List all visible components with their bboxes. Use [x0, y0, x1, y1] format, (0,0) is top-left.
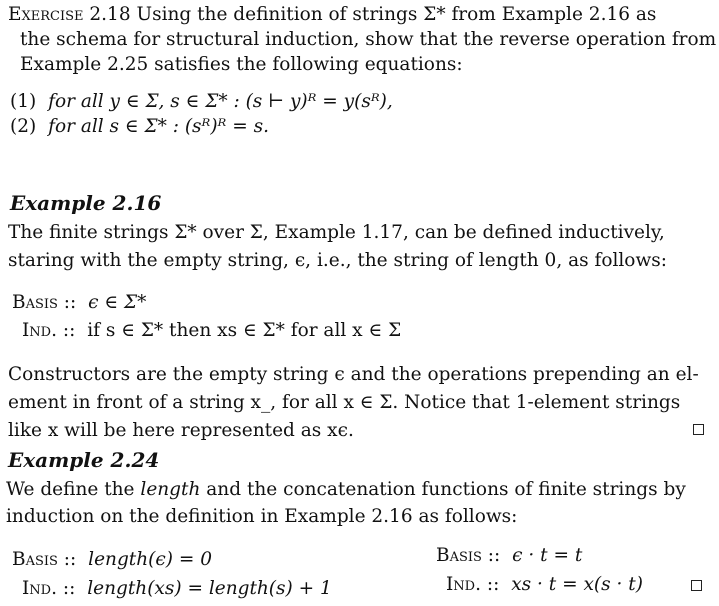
length-ind-label: Ind. ::	[22, 578, 76, 599]
exercise-heading-line	[8, 4, 656, 26]
equation-1-number: (1)	[10, 91, 37, 112]
example-2-24-title: Example 2.24	[8, 448, 160, 472]
example-2-16-ind	[22, 320, 401, 342]
length-basis	[12, 549, 212, 571]
concat-basis	[436, 545, 582, 567]
exercise-text-line-2: the schema for structural induction, show that the reverse operation from	[20, 29, 717, 50]
basis-label: Basis ::	[12, 292, 77, 313]
example-2-16-title: Example 2.16	[10, 191, 162, 215]
length-ind-rule: length(xs) = length(s) + 1	[87, 578, 332, 599]
equation-2-number: (2)	[10, 116, 37, 137]
concat-ind-label: Ind. ::	[446, 574, 500, 595]
concat-ind	[446, 574, 643, 596]
length-ind	[22, 578, 332, 600]
exercise-text-line-1: Using the definition of strings Σ* from Example 2.16 as	[136, 4, 657, 25]
ind-rule: if s ∈ Σ* then xs ∈ Σ* for all x ∈ Σ	[87, 320, 402, 341]
ind-label: Ind. ::	[22, 320, 76, 341]
example-2-16-line-2: staring with the empty string, ϵ, i.e., the string of length 0, as follows:	[8, 250, 668, 271]
example-2-24-line-1-post: and the concatenation functions of finite strings by	[206, 479, 686, 500]
example-2-24-line-2: induction on the definition in Example 2.16 as follows:	[6, 506, 518, 527]
example-2-16-para-line-3: like x will be here represented as xϵ.	[8, 420, 354, 441]
equation-1-text: for all y ∈ Σ, s ∈ Σ* : (s ⊢ y)ᴿ = y(sᴿ),	[48, 91, 393, 112]
equation-2	[10, 116, 269, 138]
example-2-16-para-line-1: Constructors are the empty string ϵ and the operations prepending an el-	[8, 364, 699, 385]
example-2-16-basis	[12, 292, 146, 314]
length-emphasis: length	[140, 479, 201, 500]
basis-rule: ϵ ∈ Σ*	[88, 292, 147, 313]
exercise-text-line-3: Example 2.25 satisfies the following equations:	[20, 54, 463, 75]
qed-square-icon	[693, 424, 704, 435]
example-2-16-line-1: The finite strings Σ* over Σ, Example 1.17, can be defined inductively,	[8, 222, 665, 243]
qed-square-icon	[691, 580, 702, 591]
exercise-label: Exercise 2.18	[8, 4, 131, 25]
example-2-24-line-1	[6, 479, 686, 501]
equation-1	[10, 91, 393, 113]
example-2-24-line-1-pre: We define the	[6, 479, 135, 500]
length-basis-label: Basis ::	[12, 549, 77, 570]
length-basis-rule: length(ϵ) = 0	[88, 549, 212, 570]
example-2-16-para-line-2: ement in front of a string x_, for all x ∈ Σ. Notice that 1-element strings	[8, 392, 681, 413]
concat-basis-label: Basis ::	[436, 545, 501, 566]
concat-basis-rule: ϵ · t = t	[512, 545, 583, 566]
equation-2-text: for all s ∈ Σ* : (sᴿ)ᴿ = s.	[48, 116, 269, 137]
concat-ind-rule: xs · t = x(s · t)	[511, 574, 643, 595]
